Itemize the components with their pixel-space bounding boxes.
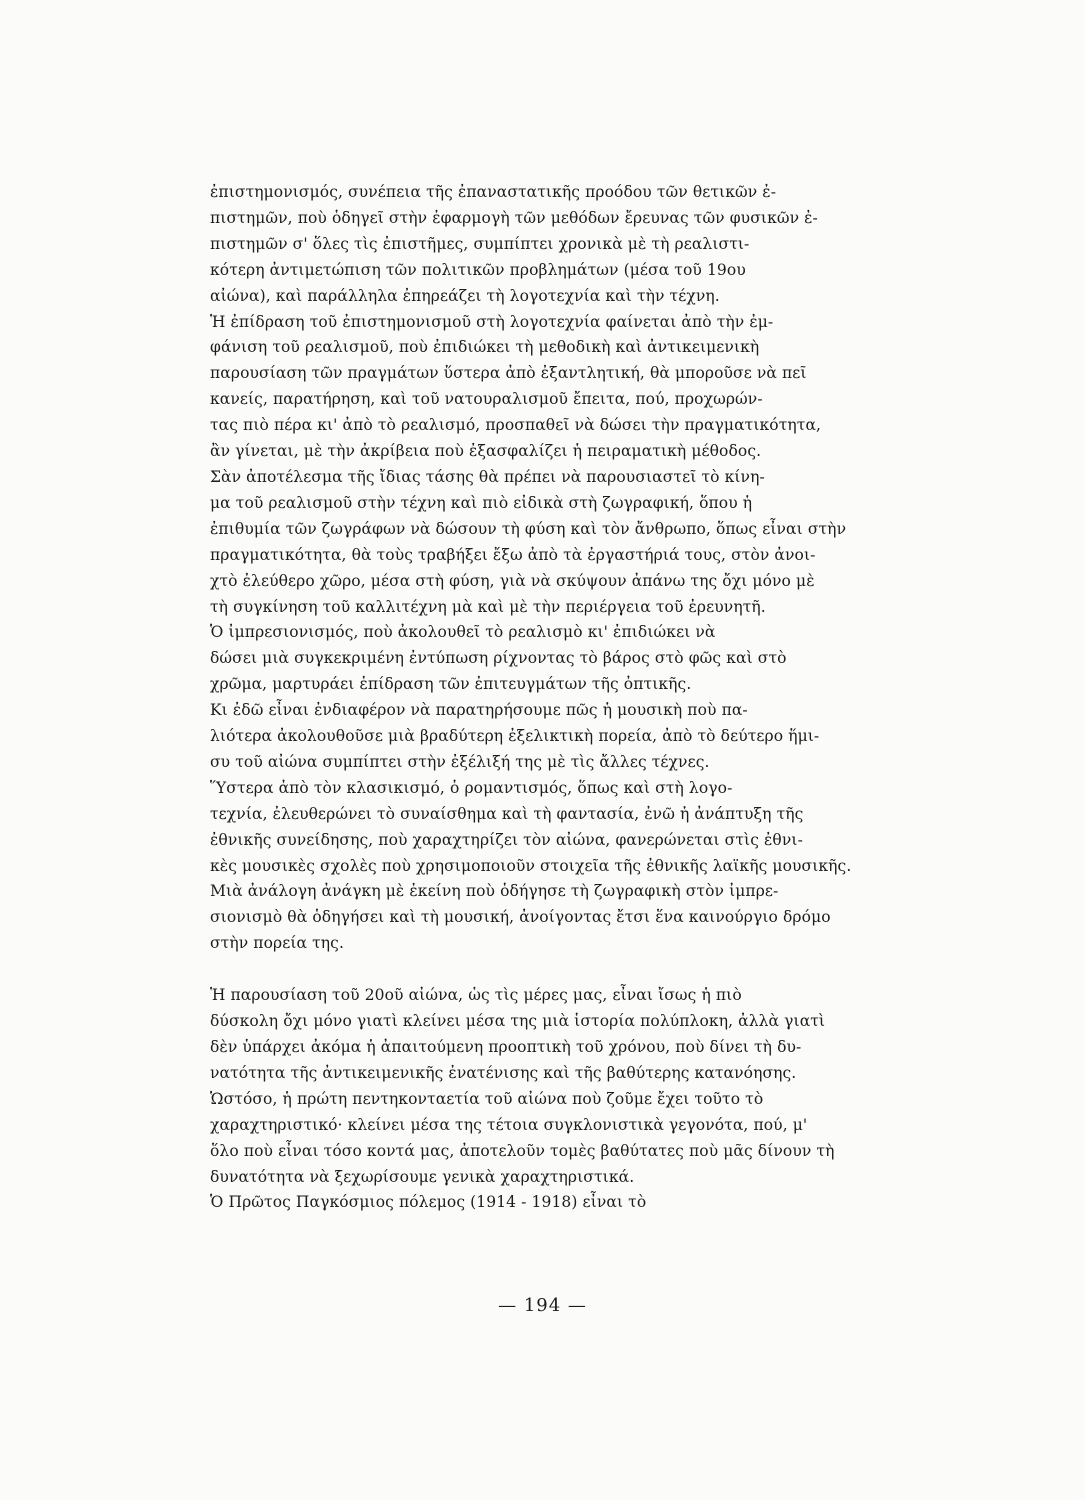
paragraph-2: Ἡ ἐπίδραση τοῦ ἐπιστημονισμοῦ στὴ λογοτεχνία φαίνεται ἀπὸ τὴν ἐμ- φάνιση τοῦ ρεαλισμοῦ, ποὺ ἐπιδιώκει τὴ μεθοδικὴ καὶ ἀντικειμενικὴ παρουσίαση τῶν πραγμάτων ὕστερα ἀπὸ ἐξαντλητική, θὰ μποροῦσε νὰ πεῖ κανείς, παρατήρηση, καὶ τοῦ νατουραλισμοῦ ἔπειτα, πού, προχωρών- τας πιὸ πέρα κι' ἀπὸ τὸ ρεαλισμό, προσπαθεῖ νὰ δώσει τὴν πραγματικότητα, ἂν γίνεται, μὲ τὴν ἀκρίβεια ποὺ ἐξασφαλίζει ἡ πειραματικὴ μέθοδος. — [210, 312, 822, 461]
paragraph-1: ἐπιστημονισμός, συνέπεια τῆς ἐπαναστατικῆς προόδου τῶν θετικῶν ἐ- πιστημῶν, ποὺ ὁδηγεῖ στὴν ἐφαρμογὴ τῶν μεθόδων ἔρευνας τῶν φυσικῶν ἐ- πιστημῶν σ' ὅλες τὶς ἐπιστῆμες, συμπίπτει χρονικὰ μὲ τὴ ρεαλιστι- κότερη ἀντιμετώπιση τῶν πολιτικῶν προβλημάτων (μέσα τοῦ 19ου αἰώνα), καὶ παράλληλα ἐπηρεάζει τὴ λογοτεχνία καὶ τὴν τέχνη. — [210, 183, 818, 305]
paragraph-4: Ὁ ἰμπρεσιονισμός, ποὺ ἀκολουθεῖ τὸ ρεαλισμὸ κι' ἐπιδιώκει νὰ δώσει μιὰ συγκεκριμένη ἐντύπωση ρίχνοντας τὸ βάρος στὸ φῶς καὶ στὸ χρῶμα, μαρτυράει ἐπίδραση τῶν ἐπιτευγμάτων τῆς ὀπτικῆς. — [210, 623, 787, 694]
body-text — [210, 180, 978, 1216]
page-number: — 194 — — [498, 1295, 587, 1316]
paragraph-3: Σὰν ἀποτέλεσμα τῆς ἴδιας τάσης θὰ πρέπει νὰ παρουσιαστεῖ τὸ κίνη- μα τοῦ ρεαλισμοῦ στὴν τέχνη καὶ πιὸ εἰδικὰ στὴ ζωγραφική, ὅπου ἡ ἐπιθυμία τῶν ζωγράφων νὰ δώσουν τὴ φύση καὶ τὸν ἄνθρωπο, ὅπως εἶναι στὴν πραγματικότητα, θὰ τοὺς τραβήξει ἔξω ἀπὸ τὰ ἐργαστήριά τους, στὸν ἀνοι- χτὸ ἐλεύθερο χῶρο, μέσα στὴ φύση, γιὰ νὰ σκύψουν ἀπάνω της ὄχι μόνο μὲ τὴ συγκίνηση τοῦ καλλιτέχνη μὰ καὶ μὲ τὴν περιέργεια τοῦ ἐρευνητῆ. — [210, 467, 847, 616]
paragraph-8: Ἡ παρουσίαση τοῦ 20οῦ αἰώνα, ὡς τὶς μέρες μας, εἶναι ἴσως ἡ πιὸ δύσκολη ὄχι μόνο γιατὶ κλείνει μέσα της μιὰ ἱστορία πολύπλοκη, ἀλλὰ γιατὶ δὲν ὑπάρχει ἀκόμα ἡ ἀπαιτούμενη προοπτικὴ τοῦ χρόνου, ποὺ δίνει τὴ δυ- νατότητα τῆς ἀντικειμενικῆς ἐνατένισης καὶ τῆς βαθύτερης κατανόησης. — [210, 986, 826, 1082]
paragraph-6: Ὕστερα ἀπὸ τὸν κλασικισμό, ὁ ρομαντισμός, ὅπως καὶ στὴ λογο- τεχνία, ἐλευθερώνει τὸ συναίσθημα καὶ τὴ φαντασία, ἐνῶ ἡ ἀνάπτυξη τῆς ἐθνικῆς συνείδησης, ποὺ χαραχτηρίζει τὸν αἰώνα, φανερώνεται στὶς ἐθνι- κὲς μουσικὲς σχολὲς ποὺ χρησιμοποιοῦν στοιχεῖα τῆς ἐθνικῆς λαϊκῆς μουσικῆς. — [210, 778, 852, 875]
paragraph-9: Ὡστόσο, ἡ πρώτη πεντηκονταετία τοῦ αἰώνα ποὺ ζοῦμε ἔχει τοῦτο τὸ χαραχτηριστικό· κλείνει μέσα της τέτοια συγκλονιστικὰ γεγονότα, πού, μ' ὅλο ποὺ εἶναι τόσο κοντά μας, ἀποτελοῦν τομὲς βαθύτατες ποὺ μᾶς δίνουν τὴ δυνατότητα νὰ ξεχωρίσουμε γενικὰ χαραχτηριστικά. — [210, 1089, 835, 1186]
paragraph-7: Μιὰ ἀνάλογη ἀνάγκη μὲ ἐκείνη ποὺ ὁδήγησε τὴ ζωγραφικὴ στὸν ἰμπρε- σιονισμὸ θὰ ὁδηγήσει καὶ τὴ μουσική, ἀνοίγοντας ἔτσι ἕνα καινούργιο δρόμο στὴν πορεία της. — [210, 882, 831, 953]
paragraph-5: Κι ἐδῶ εἶναι ἐνδιαφέρον νὰ παρατηρήσουμε πῶς ἡ μουσικὴ ποὺ πα- λιότερα ἀκολουθοῦσε μιὰ βραδύτερη ἐξελικτικὴ πορεία, ἀπὸ τὸ δεύτερο ἥμι- συ τοῦ αἰώνα συμπίπτει στὴν ἐξέλιξή της μὲ τὶς ἄλλες τέχνες. — [210, 701, 820, 771]
section-break — [210, 957, 978, 983]
paragraph-10: Ὁ Πρῶτος Παγκόσμιος πόλεμος (1914 - 1918) εἶναι τὸ — [210, 1193, 647, 1212]
